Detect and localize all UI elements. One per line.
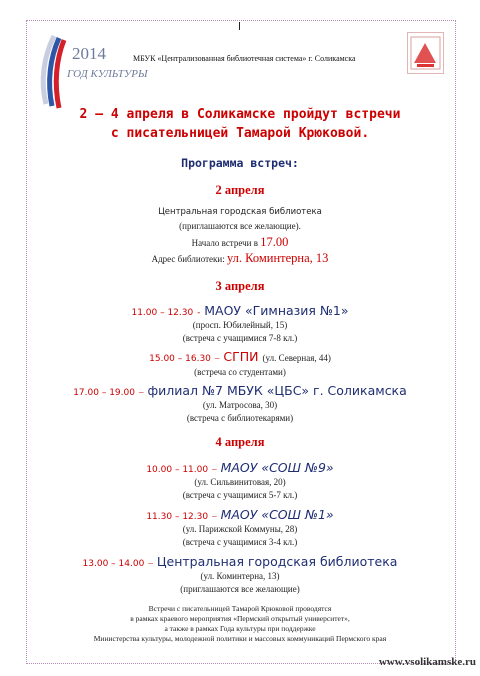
event-note: (встреча с учащимися 3-4 кл.) xyxy=(182,537,298,547)
event-note: (приглашаются все желающие) xyxy=(180,584,300,594)
event-address: (ул. Северная, 44) xyxy=(262,353,331,363)
organization-name: МБУК «Централизованная библиотечная система» г. Соликамска xyxy=(133,54,356,63)
event-place: СГПИ xyxy=(223,349,259,364)
day1-start-label: Начало встречи в xyxy=(191,238,258,248)
day2-date: 3 апреля xyxy=(215,279,265,293)
main-title-line2: с писательницей Тамарой Крюковой. xyxy=(110,126,370,141)
footer-line1: Встречи с писательницей Тамарой Крюковой проводятся xyxy=(148,604,332,613)
event-place: МАОУ «Гимназия №1» xyxy=(204,303,349,318)
event-place: МАОУ «СОШ №1» xyxy=(220,507,334,522)
event-place: МАОУ «СОШ №9» xyxy=(220,460,334,475)
event-note: (встреча с библиотекарями) xyxy=(186,413,294,423)
day3-event1: 10.00 – 11.00 – МАОУ «СОШ №9» xyxy=(146,460,334,475)
event-time: 11.30 – 12.30 xyxy=(146,512,209,522)
event-time: 11.00 – 12.30 xyxy=(131,308,194,318)
day1-note: (приглашаются все желающие). xyxy=(179,221,301,231)
day1-address-label: Адрес библиотеки: xyxy=(151,254,225,264)
day3-event3: 13.00 – 14.00 – Центральная городская библиотека xyxy=(82,554,398,569)
footer-line4: Министерства культуры, молодежной политики и массовых коммуникаций Пермского края xyxy=(93,634,387,643)
event-time: 17.00 – 19.00 xyxy=(73,388,135,398)
event-address: (ул. Коминтерна, 13) xyxy=(200,571,280,581)
event-address: (ул. Сильвинитовая, 20) xyxy=(194,477,286,487)
logo-subtitle: ГОД КУЛЬТУРЫ xyxy=(67,68,148,80)
event-time: 13.00 – 14.00 xyxy=(82,559,145,569)
day2-event3: 17.00 – 19.00 – филиал №7 МБУК «ЦБС» г. Соликамска xyxy=(73,383,407,398)
event-address: (просп. Юбилейный, 15) xyxy=(192,320,288,330)
event-place: Центральная городская библиотека xyxy=(156,554,398,569)
footer-line3: а также в рамках Года культуры при поддержке xyxy=(164,624,316,633)
program-heading: Программа встреч: xyxy=(181,156,299,170)
day1-date: 2 апреля xyxy=(215,183,265,197)
event-note: (встреча со студентами) xyxy=(194,367,286,377)
day2-event2: 15.00 – 16.30 – СГПИ (ул. Северная, 44) xyxy=(149,349,331,364)
event-time: 15.00 – 16.30 xyxy=(149,354,211,364)
day2-event1: 11.00 – 12.30 - МАОУ «Гимназия №1» xyxy=(131,303,349,318)
logo-year: 2014 xyxy=(72,44,106,63)
event-time: 10.00 – 11.00 xyxy=(146,465,209,475)
day3-event2: 11.30 – 12.30 – МАОУ «СОШ №1» xyxy=(146,507,334,522)
main-title-line1: 2 – 4 апреля в Соликамске пройдут встречи xyxy=(79,107,401,122)
site-watermark: www.vsolikamske.ru xyxy=(378,656,476,668)
event-address: (ул. Матросова, 30) xyxy=(202,400,278,410)
day1-address xyxy=(20,251,460,266)
day1-venue: Центральная городская библиотека xyxy=(158,207,322,217)
day3-date: 4 апреля xyxy=(215,435,265,449)
day1-address-value: ул. Коминтерна, 13 xyxy=(226,251,329,265)
event-place: филиал №7 МБУК «ЦБС» г. Соликамска xyxy=(147,383,407,398)
event-note: (встреча с учащимися 5-7 кл.) xyxy=(182,490,298,500)
day1-start xyxy=(20,235,460,250)
library-emblem-icon xyxy=(407,32,444,74)
top-tick-mark xyxy=(239,22,240,30)
event-note: (встреча с учащимися 7-8 кл.) xyxy=(182,333,298,343)
day1-start-time: 17.00 xyxy=(260,235,289,249)
footer-line2: в рамках краевого мероприятия «Пермский открытый университет», xyxy=(130,614,350,623)
event-address: (ул. Парижской Коммуны, 28) xyxy=(182,524,298,534)
